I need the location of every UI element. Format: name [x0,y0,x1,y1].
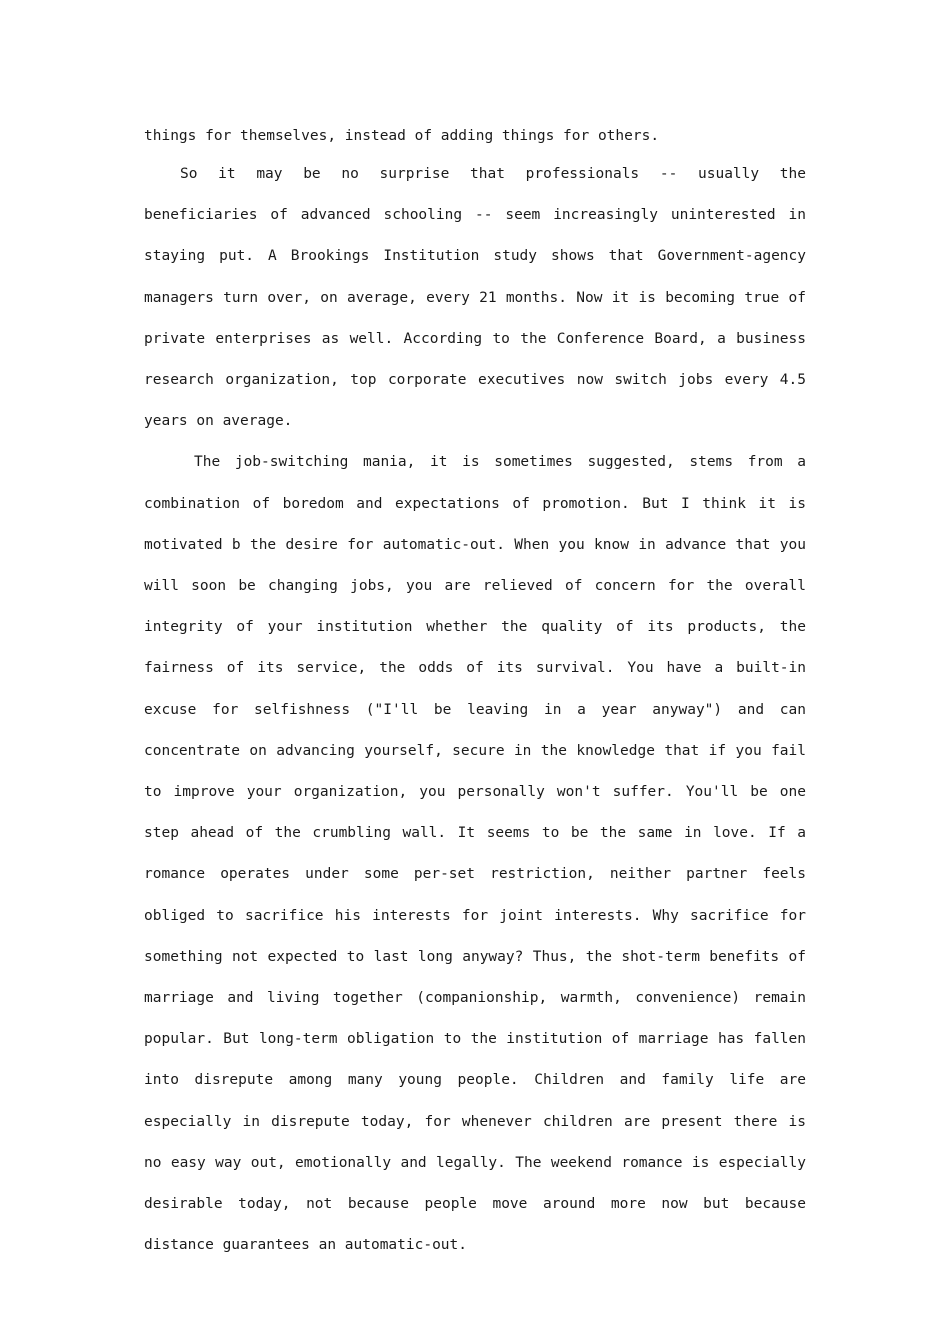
paragraph-professionals: So it may be no surprise that professionals -- usually the beneficiaries of advanced schooling -- seem increasingly uninterested in staying put. A Brookings Institution study shows that Government-agency managers turn over, on average, every 21 months. Now it is becoming true of private enterprises as well. According to the Conference Board, a business research organization, top corporate executives now switch jobs every 4.5 years on average. [144,166,806,430]
paragraph-job-switching: The job-switching mania, it is sometimes suggested, stems from a combination of boredom and expectations of promotion. But I think it is motivated b the desire for automatic-out. When you know in advance that you will soon be changing jobs, you are relieved of concern for the overall integrity of your institution whether the quality of its products, the fairness of its service, the odds of its survival. You have a built-in excuse for selfishness ("I'll be leaving in a year anyway") and can concentrate on advancing yourself, secure in the knowledge that if you fail to improve your organization, you personally won't suffer. You'll be one step ahead of the crumbling wall. It seems to be the same in love. If a romance operates under some per-set restriction, neither partner feels obliged to sacrifice his interests for joint interests. Why sacrifice for something not expected to last long anyway? Thus, the shot-term benefits of marriage and living together (companionship, warmth, convenience) remain popular. But long-term obligation to the institution of marriage has fallen into disrepute among many young people. Children and family life are especially in disrepute today, for whenever children are present there is no easy way out, emotionally and legally. The weekend romance is especially desirable today, not because people move around more now but because distance guarantees an automatic-out. [144,454,806,1254]
continuation-line: things for themselves, instead of adding things for others. [144,128,660,144]
body-text [144,118,806,1266]
